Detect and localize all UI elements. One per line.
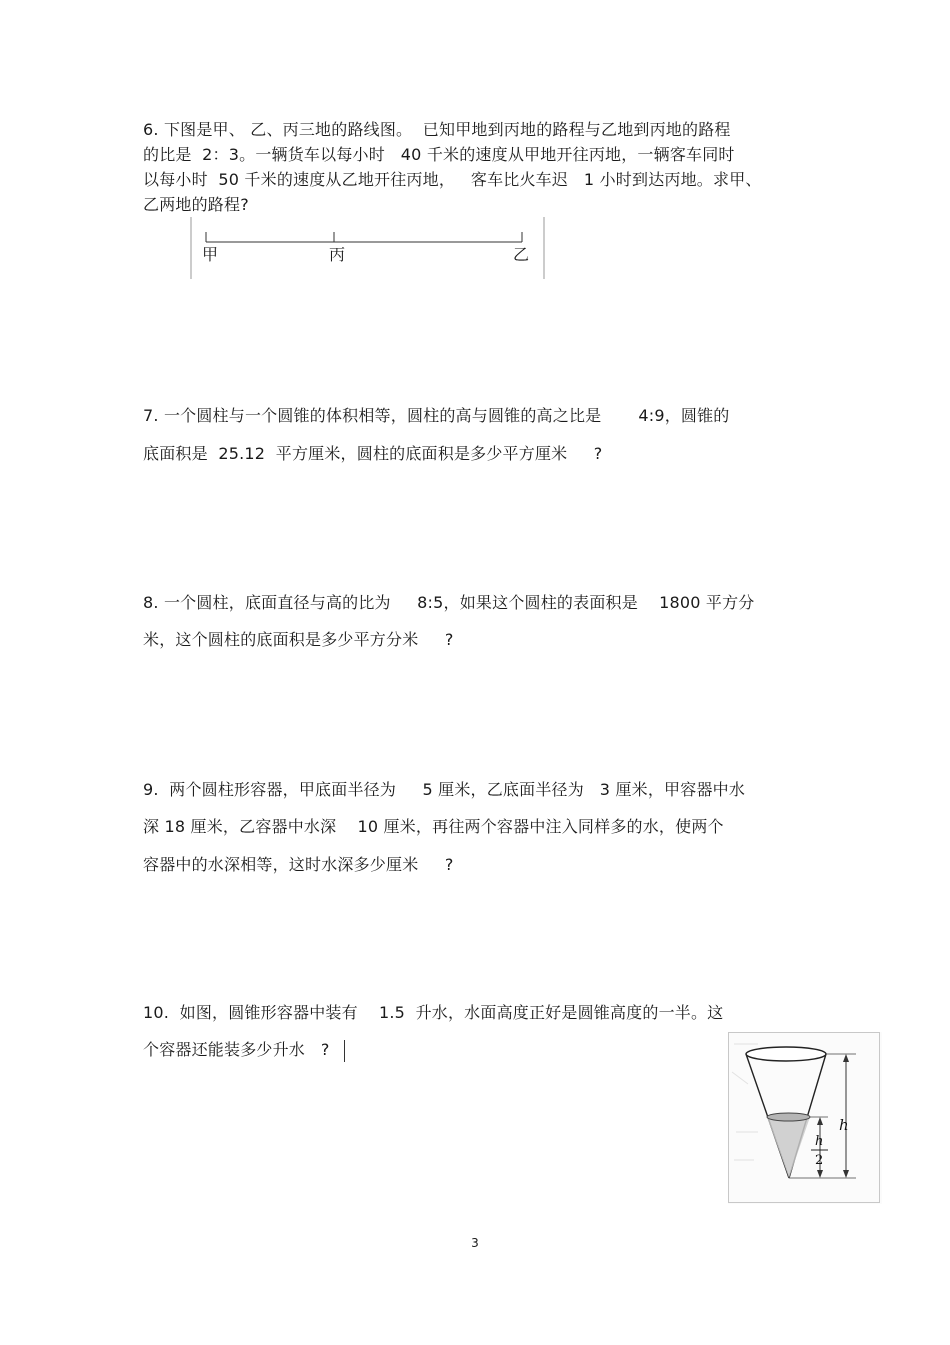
question-6-line-3: 以每小时 50 千米的速度从乙地开往丙地， 客车比火车迟 1 小时到达丙地。求甲、 bbox=[143, 170, 762, 189]
half-numerator: h bbox=[815, 1134, 824, 1149]
half-denominator: 2 bbox=[815, 1153, 824, 1168]
question-8-line-2: 米，这个圆柱的底面积是多少平方分米 ? bbox=[143, 630, 454, 649]
question-6-line-1: 6. 下图是甲、 乙、丙三地的路线图。 已知甲地到丙地的路程与乙地到丙地的路程 bbox=[143, 120, 731, 139]
dim-h-arrow-bottom bbox=[843, 1170, 849, 1178]
background-noise bbox=[732, 1044, 758, 1160]
cone-figure bbox=[728, 1032, 882, 1204]
question-9-line-2: 深 18 厘米，乙容器中水深 10 厘米，再往两个容器中注入同样多的水，使两个 bbox=[143, 817, 724, 836]
water-surface bbox=[767, 1113, 810, 1121]
dim-h-arrow-top bbox=[843, 1054, 849, 1062]
water-fill bbox=[767, 1117, 810, 1178]
page-number: 3 bbox=[471, 1236, 479, 1250]
text-cursor bbox=[344, 1040, 345, 1062]
dim-half-arrow-top bbox=[817, 1117, 823, 1125]
question-9-line-3: 容器中的水深相等，这时水深多少厘米 ? bbox=[143, 855, 454, 874]
label-jia: 甲 bbox=[202, 245, 219, 264]
question-10-line-2: 个容器还能装多少升水 ? bbox=[143, 1040, 330, 1059]
question-6-line-4: 乙两地的路程? bbox=[143, 195, 249, 214]
question-7-line-1: 7. 一个圆柱与一个圆锥的体积相等，圆柱的高与圆锥的高之比是 4:9，圆锥的 bbox=[143, 406, 730, 425]
label-bing: 丙 bbox=[329, 245, 346, 264]
question-9-line-1: 9. 两个圆柱形容器，甲底面半径为 5 厘米，乙底面半径为 3 厘米，甲容器中水 bbox=[143, 780, 746, 799]
cone-top-rim bbox=[746, 1047, 826, 1061]
dim-half-arrow-bottom bbox=[817, 1170, 823, 1178]
label-yi: 乙 bbox=[513, 245, 530, 264]
question-7-line-2: 底面积是 25.12 平方厘米，圆柱的底面积是多少平方厘米 ? bbox=[143, 444, 603, 463]
question-8-line-1: 8. 一个圆柱，底面直径与高的比为 8:5，如果这个圆柱的表面积是 1800 平方分 bbox=[143, 593, 755, 612]
question-10-line-1: 10. 如图，圆锥形容器中装有 1.5 升水，水面高度正好是圆锥高度的一半。这 bbox=[143, 1003, 724, 1022]
route-diagram bbox=[190, 215, 550, 283]
h-label: h bbox=[839, 1116, 849, 1134]
question-6-line-2: 的比是 2：3。一辆货车以每小时 40 千米的速度从甲地开往丙地，一辆客车同时 bbox=[143, 145, 735, 164]
